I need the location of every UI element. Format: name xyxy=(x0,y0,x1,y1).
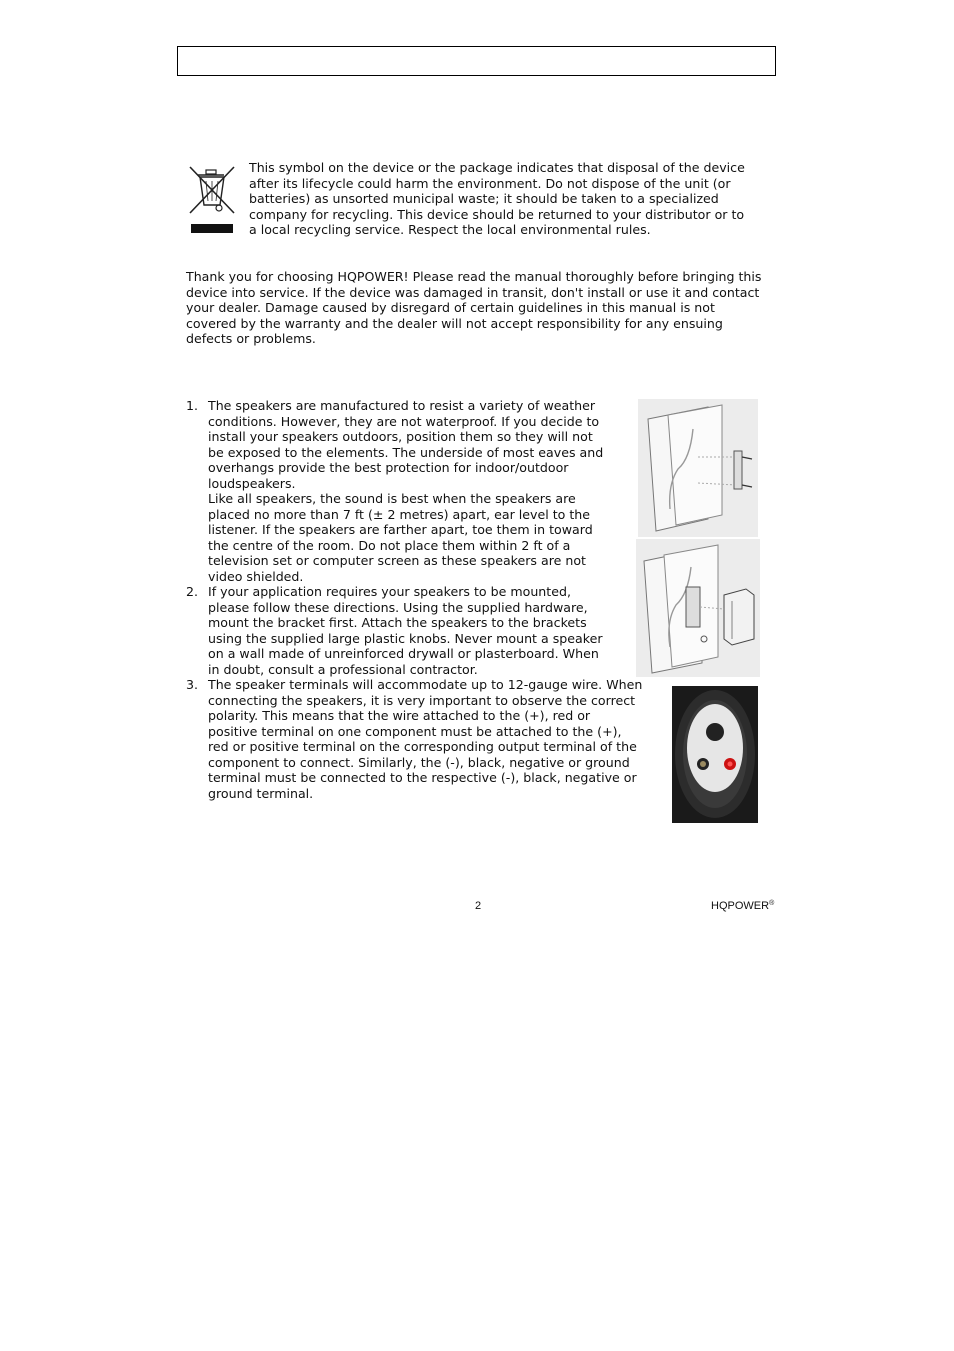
weee-bin-icon xyxy=(186,163,238,235)
brand-name: HQPOWER xyxy=(711,900,770,912)
list-item-body xyxy=(208,677,670,801)
list-line: positive terminal on one component must be attached to the (+), xyxy=(208,723,622,739)
list-line: overhangs provide the best protection for indoor/outdoor xyxy=(208,460,569,475)
registered-mark: ® xyxy=(769,900,775,907)
intro-paragraph xyxy=(186,269,770,347)
intro-line: your dealer. Damage caused by disregard of certain guidelines in this manual is not xyxy=(186,300,715,315)
list-line: television set or computer screen as these speakers are not xyxy=(208,553,586,568)
list-line: terminal must be connected to the respective (-), black, negative or xyxy=(208,770,637,785)
list-line: listener. If the speakers are farther apart, toe them in toward xyxy=(208,522,593,537)
list-line: on a wall made of unreinforced drywall or plasterboard. When xyxy=(208,646,599,661)
weee-line: company for recycling. This device should be returned to your distributor or to xyxy=(249,206,745,222)
list-item-number: 3. xyxy=(186,677,199,692)
weee-line: batteries) as unsorted municipal waste; it should be taken to a specialized xyxy=(249,191,719,206)
list-line: polarity. This means that the wire attached to the (+), red or xyxy=(208,708,591,723)
wall-bracket-illustration xyxy=(638,399,758,537)
mounted-bracket-illustration xyxy=(636,539,760,677)
list-line: component to connect. Similarly, the (-), black, negative or ground xyxy=(208,754,630,770)
intro-line: device into service. If the device was damaged in transit, don't install or use it and contact xyxy=(186,284,760,300)
list-line: placed no more than 7 ft (± 2 metres) apart, ear level to the xyxy=(208,506,591,522)
list-line: red or positive terminal on the corresponding output terminal of the xyxy=(208,739,637,754)
header-frame xyxy=(177,46,776,76)
list-item-number: 1. xyxy=(186,398,199,413)
list-line: mount the bracket first. Attach the speakers to the brackets xyxy=(208,615,587,630)
intro-line: covered by the warranty and the dealer will not accept responsibility for any ensuing xyxy=(186,315,723,331)
list-line: connecting the speakers, it is very important to observe the correct xyxy=(208,692,636,708)
list-line: Like all speakers, the sound is best when the speakers are xyxy=(208,491,576,506)
list-line: be exposed to the elements. The underside of most eaves and xyxy=(208,444,604,460)
list-line: install your speakers outdoors, position them so they will not xyxy=(208,429,593,444)
weee-line: a local recycling service. Respect the local environmental rules. xyxy=(249,222,651,237)
footer-brand xyxy=(711,900,774,912)
intro-line: Thank you for choosing HQPOWER! Please read the manual thoroughly before bringing this xyxy=(186,269,762,284)
list-line: loudspeakers. xyxy=(208,475,296,491)
weee-notice xyxy=(249,160,769,238)
list-line: The speakers are manufactured to resist a variety of weather xyxy=(208,398,596,413)
list-item-number: 2. xyxy=(186,584,199,599)
list-line: conditions. However, they are not waterproof. If you decide to xyxy=(208,413,600,429)
list-line: video shielded. xyxy=(208,568,304,584)
list-item-body xyxy=(208,584,628,677)
speaker-terminals-photo xyxy=(672,686,758,823)
list-line: ground terminal. xyxy=(208,785,314,801)
list-line: please follow these directions. Using the supplied hardware, xyxy=(208,599,588,615)
list-line: The speaker terminals will accommodate up to 12-gauge wire. When xyxy=(208,677,643,692)
list-line: the centre of the room. Do not place them within 2 ft of a xyxy=(208,537,571,553)
weee-line: This symbol on the device or the package indicates that disposal of the device xyxy=(249,160,745,175)
list-line: using the supplied large plastic knobs. Never mount a speaker xyxy=(208,630,603,646)
intro-line: defects or problems. xyxy=(186,331,316,346)
list-item-body xyxy=(208,398,628,584)
list-line: in doubt, consult a professional contractor. xyxy=(208,661,478,677)
page-number: 2 xyxy=(474,900,482,912)
list-line: If your application requires your speakers to be mounted, xyxy=(208,584,571,599)
weee-line: after its lifecycle could harm the environment. Do not dispose of the unit (or xyxy=(249,175,731,191)
